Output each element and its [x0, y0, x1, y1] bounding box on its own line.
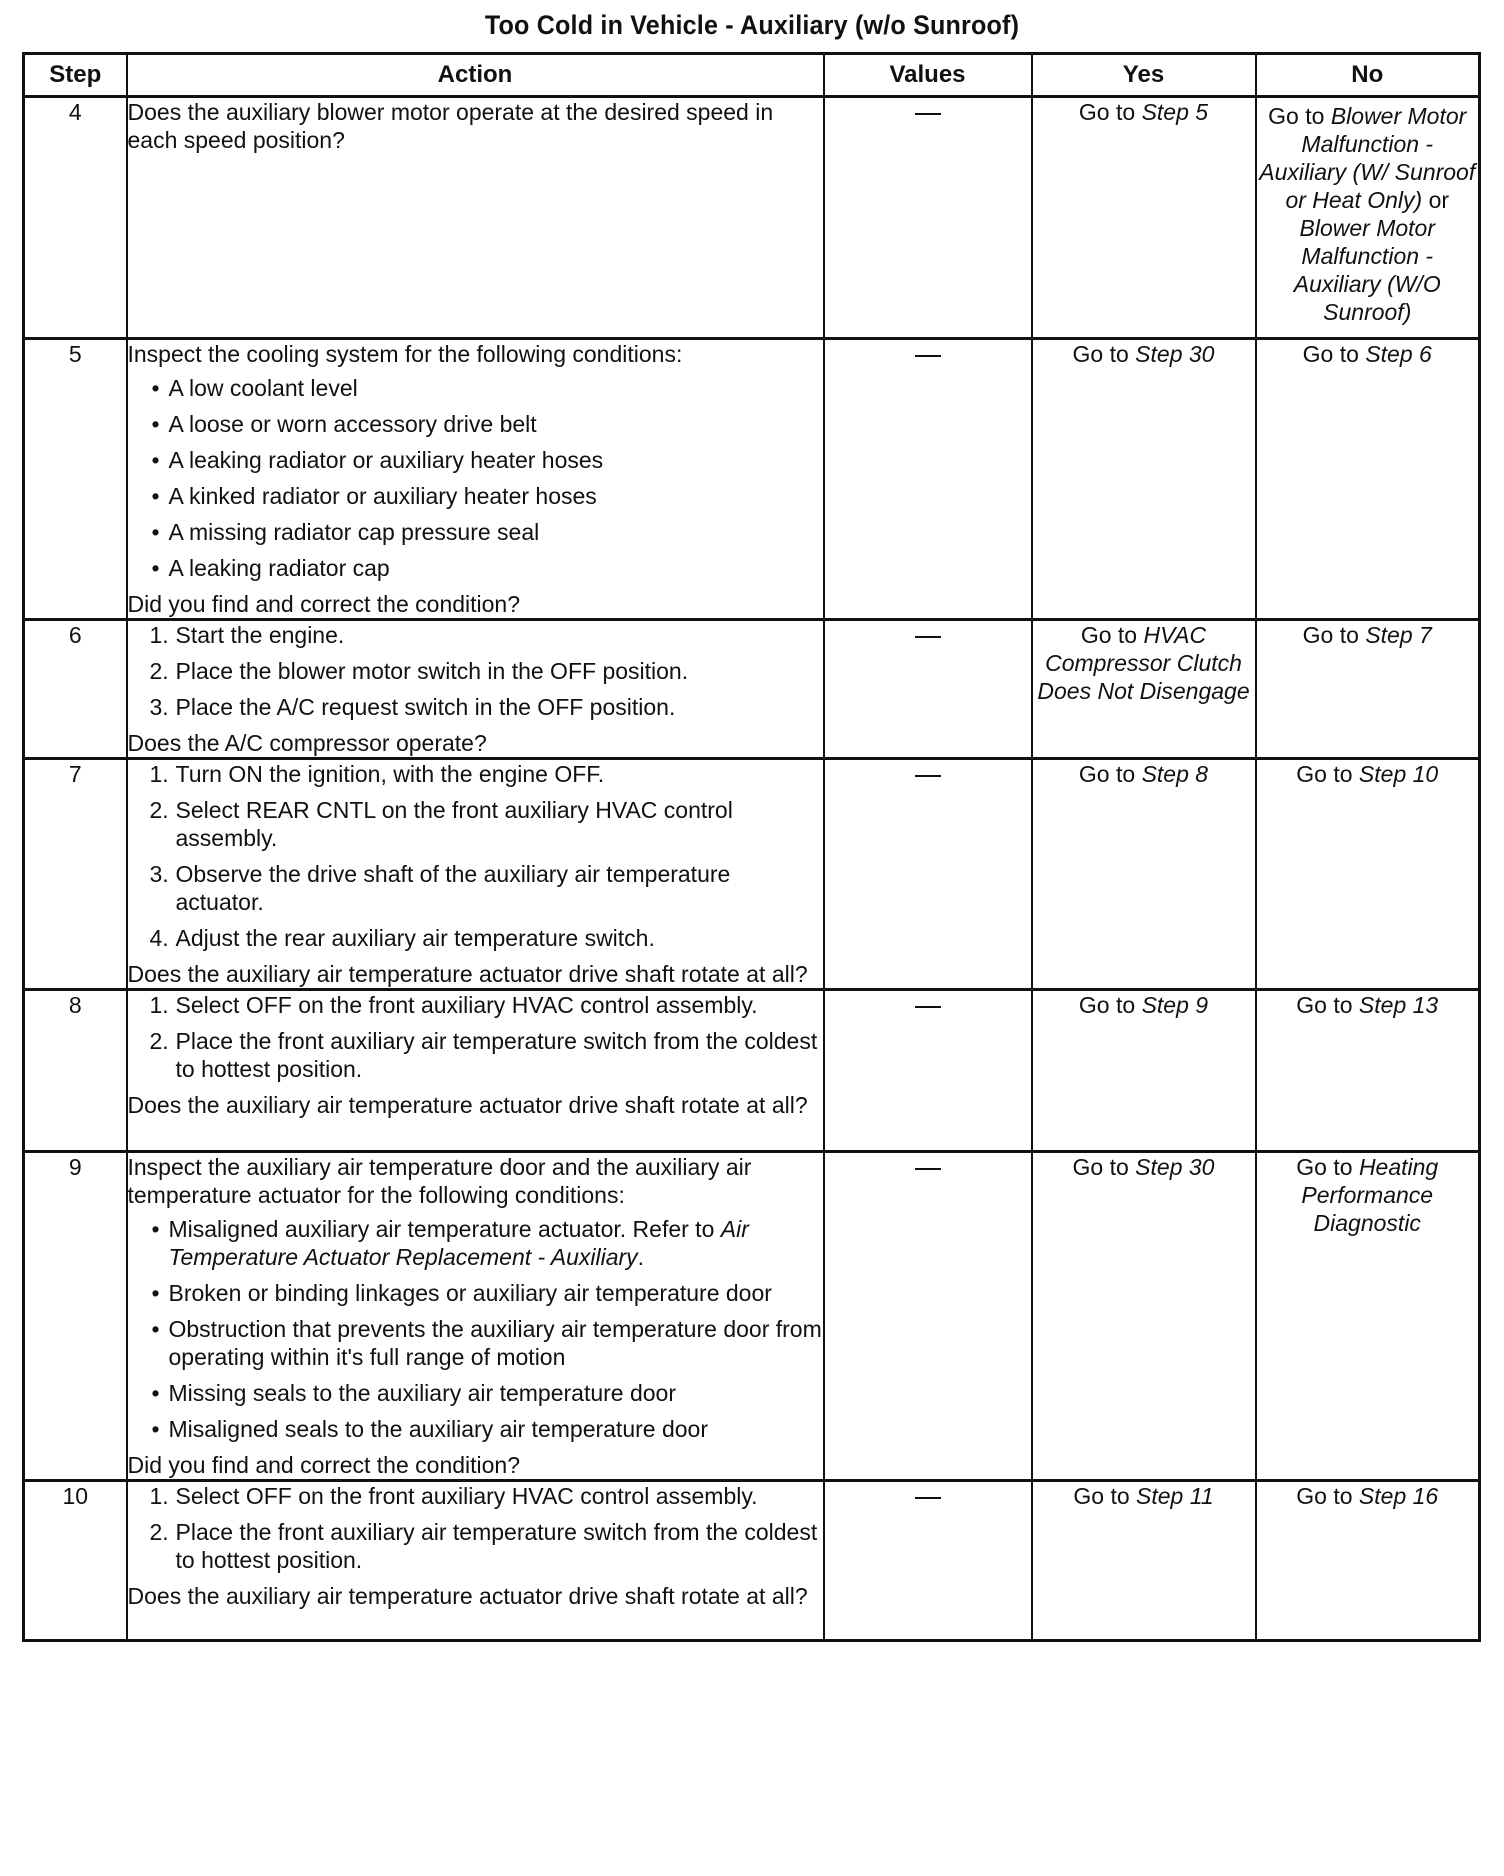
numbered-steps	[128, 621, 823, 721]
no-cell[interactable]	[1256, 990, 1480, 1152]
step-number: 6	[24, 620, 127, 759]
header-values: Values	[824, 54, 1032, 97]
action-intro: Inspect the cooling system for the following conditions:	[127, 341, 683, 367]
condition-item	[152, 1279, 823, 1307]
link-text: HVAC Compressor Clutch Does Not Disengage	[1037, 622, 1250, 704]
values-cell	[824, 1481, 1032, 1641]
plain-text: Go to	[1296, 761, 1359, 787]
table-row	[24, 97, 1480, 339]
no-cell[interactable]	[1256, 1152, 1480, 1481]
plain-text: Missing seals to the auxiliary air temperature door	[168, 1380, 677, 1406]
action-cell	[127, 97, 824, 339]
numbered-step	[150, 657, 823, 685]
header-yes: Yes	[1032, 54, 1256, 97]
plain-text: Turn ON the ignition, with the engine OFF.	[175, 761, 605, 787]
no-value-dash	[915, 355, 941, 357]
link-text: Step 5	[1141, 99, 1209, 125]
step-number: 5	[24, 339, 127, 620]
step-index: 3.	[149, 861, 169, 887]
action-question: Did you find and correct the condition?	[127, 1452, 521, 1478]
step-index: 3.	[149, 694, 169, 720]
no-value-dash	[915, 775, 941, 777]
diagnostic-table	[22, 52, 1481, 1642]
plain-text: Place the front auxiliary air temperature switch from the coldest to hottest position.	[175, 1519, 818, 1573]
plain-text: A kinked radiator or auxiliary heater hoses	[168, 483, 597, 509]
step-number: 9	[24, 1152, 127, 1481]
step-index: 2.	[149, 1519, 169, 1545]
action-cell	[127, 759, 824, 990]
numbered-steps	[128, 991, 823, 1083]
yes-cell[interactable]	[1032, 620, 1256, 759]
plain-text: Go to	[1302, 622, 1366, 648]
step-index: 2.	[149, 658, 169, 684]
header-step: Step	[24, 54, 127, 97]
condition-item	[152, 374, 823, 402]
yes-cell[interactable]	[1032, 1481, 1256, 1641]
table-row	[24, 339, 1480, 620]
plain-text: Go to	[1078, 992, 1142, 1018]
step-index: 1.	[149, 622, 169, 648]
link-text: Step 16	[1358, 1483, 1439, 1509]
plain-text: Go to	[1080, 622, 1144, 648]
table-body	[24, 97, 1480, 1641]
plain-text: Go to	[1078, 761, 1142, 787]
table-row	[24, 759, 1480, 990]
action-question: Does the auxiliary air temperature actuator drive shaft rotate at all?	[127, 1583, 808, 1609]
header-no: No	[1256, 54, 1480, 97]
link-text: Step 8	[1141, 761, 1209, 787]
action-cell	[127, 1152, 824, 1481]
plain-text: Misaligned auxiliary air temperature actuator. Refer to	[168, 1216, 721, 1242]
link-text: Step 11	[1136, 1483, 1214, 1509]
numbered-step	[150, 991, 823, 1019]
values-cell	[824, 759, 1032, 990]
plain-text: Misaligned seals to the auxiliary air temperature door	[168, 1416, 708, 1442]
no-cell[interactable]	[1256, 759, 1480, 990]
step-index: 1.	[149, 992, 169, 1018]
step-index: 1.	[149, 761, 169, 787]
numbered-step	[150, 796, 823, 852]
yes-cell[interactable]	[1032, 1152, 1256, 1481]
numbered-step	[150, 860, 823, 916]
plain-text: Go to	[1072, 341, 1136, 367]
link-text: Step 30	[1135, 1154, 1215, 1180]
link-text: Step 10	[1358, 761, 1439, 787]
condition-item	[152, 482, 823, 510]
numbered-step	[150, 1027, 823, 1083]
no-value-dash	[915, 1006, 941, 1008]
numbered-step	[150, 621, 823, 649]
plain-text: Go to	[1078, 99, 1142, 125]
condition-item	[152, 554, 823, 582]
no-value-dash	[915, 1497, 941, 1499]
table-row	[24, 620, 1480, 759]
step-index: 4.	[149, 925, 169, 951]
link-text: Blower Motor Malfunction - Auxiliary (W/O Sunroof)	[1293, 215, 1441, 325]
step-number: 8	[24, 990, 127, 1152]
values-cell	[824, 620, 1032, 759]
plain-text: Go to	[1073, 1483, 1137, 1509]
plain-text: Select REAR CNTL on the front auxiliary HVAC control assembly.	[175, 797, 733, 851]
table-header-row	[24, 54, 1480, 97]
no-value-dash	[915, 1168, 941, 1170]
plain-text: A missing radiator cap pressure seal	[168, 519, 540, 545]
condition-list	[128, 1215, 823, 1443]
yes-cell[interactable]	[1032, 759, 1256, 990]
values-cell	[824, 1152, 1032, 1481]
numbered-step	[150, 693, 823, 721]
link-text: Step 30	[1135, 341, 1215, 367]
action-question: Does the auxiliary air temperature actuator drive shaft rotate at all?	[127, 961, 808, 987]
table-row	[24, 990, 1480, 1152]
plain-text: A leaking radiator cap	[168, 555, 390, 581]
condition-list	[128, 374, 823, 582]
plain-text: Go to	[1296, 1483, 1359, 1509]
yes-cell[interactable]	[1032, 339, 1256, 620]
plain-text: Place the front auxiliary air temperature switch from the coldest to hottest position.	[175, 1028, 818, 1082]
plain-text: Obstruction that prevents the auxiliary air temperature door from operating within it's full range of motion	[168, 1316, 822, 1370]
condition-item	[152, 1415, 823, 1443]
link-text: Air Temperature Actuator Replacement - Auxiliary	[168, 1216, 749, 1270]
plain-text: Go to	[1296, 992, 1359, 1018]
values-cell	[824, 339, 1032, 620]
header-action: Action	[127, 54, 824, 97]
link-text: Step 13	[1358, 992, 1439, 1018]
action-cell	[127, 990, 824, 1152]
numbered-step	[150, 1482, 823, 1510]
plain-text: Start the engine.	[175, 622, 345, 648]
condition-item	[152, 410, 823, 438]
action-cell	[127, 1481, 824, 1641]
plain-text: Go to	[1072, 1154, 1136, 1180]
no-cell[interactable]	[1256, 620, 1480, 759]
condition-item	[152, 1315, 823, 1371]
link-text: Step 7	[1365, 622, 1432, 648]
step-number: 4	[24, 97, 127, 339]
plain-text: Go to	[1296, 1154, 1359, 1180]
action-cell	[127, 620, 824, 759]
plain-text: A leaking radiator or auxiliary heater hoses	[168, 447, 604, 473]
page-title: Too Cold in Vehicle - Auxiliary (w/o Sunroof)	[484, 10, 1020, 40]
numbered-step	[150, 760, 823, 788]
plain-text: Select OFF on the front auxiliary HVAC control assembly.	[175, 1483, 758, 1509]
no-cell[interactable]	[1256, 339, 1480, 620]
plain-text: Adjust the rear auxiliary air temperature switch.	[175, 925, 655, 951]
link-text: Step 6	[1365, 341, 1432, 367]
link-text: Heating Performance Diagnostic	[1301, 1154, 1439, 1236]
plain-text: .	[637, 1244, 645, 1270]
no-value-dash	[915, 113, 941, 115]
action-cell	[127, 339, 824, 620]
action-question: Did you find and correct the condition?	[127, 591, 521, 617]
plain-text: Select OFF on the front auxiliary HVAC control assembly.	[175, 992, 758, 1018]
condition-item	[152, 1215, 823, 1271]
plain-text: Place the A/C request switch in the OFF position.	[175, 694, 676, 720]
action-question: Does the auxiliary air temperature actuator drive shaft rotate at all?	[127, 1092, 808, 1118]
plain-text: Go to	[1268, 103, 1331, 129]
plain-text: A loose or worn accessory drive belt	[168, 411, 537, 437]
plain-text: Observe the drive shaft of the auxiliary air temperature actuator.	[175, 861, 731, 915]
no-cell[interactable]	[1256, 97, 1480, 339]
plain-text: A low coolant level	[168, 375, 358, 401]
action-question: Does the A/C compressor operate?	[127, 730, 487, 756]
link-text: Step 9	[1141, 992, 1209, 1018]
plain-text: Place the blower motor switch in the OFF position.	[175, 658, 689, 684]
numbered-steps	[128, 760, 823, 952]
yes-cell[interactable]	[1032, 97, 1256, 339]
step-index: 2.	[149, 1028, 169, 1054]
step-number: 10	[24, 1481, 127, 1641]
no-cell[interactable]	[1256, 1481, 1480, 1641]
condition-item	[152, 1379, 823, 1407]
values-cell	[824, 990, 1032, 1152]
table-row	[24, 1152, 1480, 1481]
yes-cell[interactable]	[1032, 990, 1256, 1152]
numbered-steps	[128, 1482, 823, 1574]
no-value-dash	[915, 636, 941, 638]
numbered-step	[150, 1518, 823, 1574]
plain-text: Broken or binding linkages or auxiliary air temperature door	[168, 1280, 772, 1306]
step-number: 7	[24, 759, 127, 990]
condition-item	[152, 518, 823, 546]
step-index: 2.	[149, 797, 169, 823]
link-text: Blower Motor Malfunction - Auxiliary (W/ Sunroof or Heat Only)	[1259, 103, 1476, 213]
condition-item	[152, 446, 823, 474]
action-intro: Inspect the auxiliary air temperature door and the auxiliary air temperature actuator for the following conditions:	[127, 1154, 752, 1208]
plain-text: or	[1422, 187, 1450, 213]
action-intro: Does the auxiliary blower motor operate at the desired speed in each speed position?	[127, 99, 774, 153]
step-index: 1.	[149, 1483, 169, 1509]
numbered-step	[150, 924, 823, 952]
values-cell	[824, 97, 1032, 339]
plain-text: Go to	[1302, 341, 1366, 367]
table-row	[24, 1481, 1480, 1641]
